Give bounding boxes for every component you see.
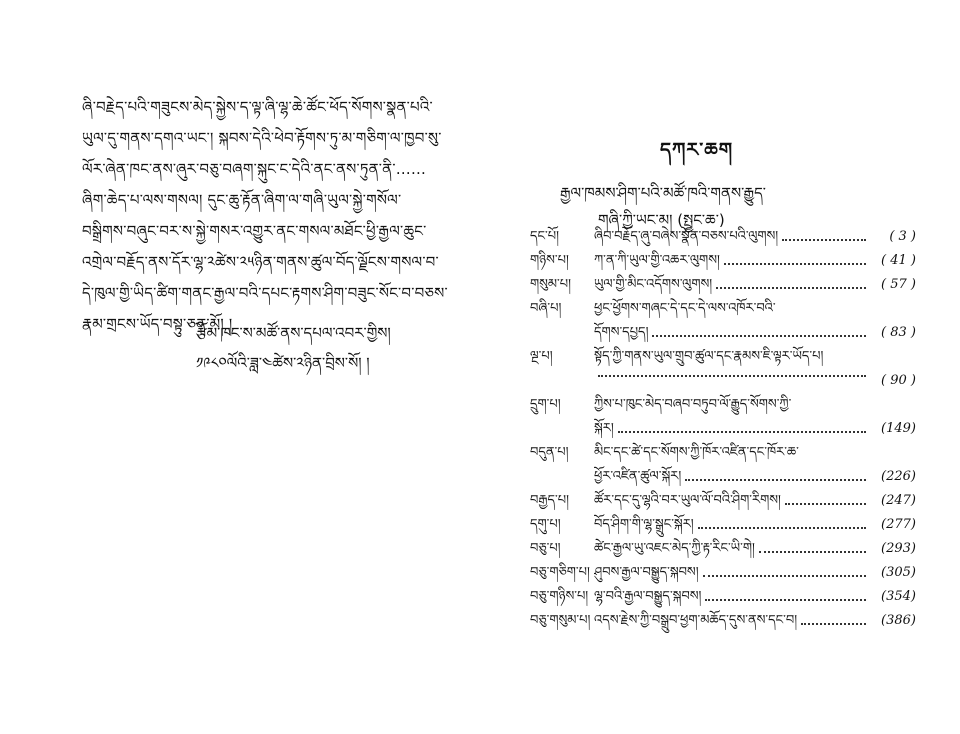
chapter-title: ཤུབས་རྒྱལ་བསྒྱུད་སྐབས། bbox=[594, 565, 699, 580]
chapter-title: ཀྱིས་པ་ཁུང་མེད་བཞབ་བཏུབ་ལོ་རྒྱུད་སོགས་ཀྱི་ bbox=[594, 397, 792, 412]
page-number: (305) bbox=[881, 565, 916, 580]
chapter-number: བཅུ་གཅིག་པ། bbox=[530, 565, 590, 580]
toc-entry[interactable] bbox=[530, 441, 916, 465]
chapter-title: ཀ་ན་ཀི་ཡུལ་གྱི་འཆར་ལུགས། bbox=[594, 253, 720, 268]
page-number: ( 83 ) bbox=[881, 325, 916, 340]
toc-entry[interactable] bbox=[530, 489, 916, 513]
dot-leader bbox=[724, 263, 866, 265]
toc-entry[interactable] bbox=[530, 537, 916, 561]
page-number: (293) bbox=[881, 541, 916, 556]
signature-date: ༡༩༨༠ལོའི་ཟླ་༤ཚེས་༢ཉིན་བྲིས་སོ། ། bbox=[196, 354, 370, 372]
dot-leader bbox=[716, 287, 866, 289]
page-number: ( 3 ) bbox=[889, 229, 916, 244]
chapter-number: བཅུ་པ། bbox=[530, 541, 561, 556]
chapter-number: བདུན་པ། bbox=[530, 445, 569, 460]
toc-entry[interactable] bbox=[530, 273, 916, 297]
toc-entry[interactable] bbox=[530, 609, 916, 633]
signature-line: རྩོམ་ཁང་ས་མཚོ་ནས་དཔལ་འབར་གྱིས། bbox=[196, 324, 391, 342]
page-number: ( 41 ) bbox=[881, 253, 916, 268]
dot-leader bbox=[705, 599, 866, 601]
dot-leader bbox=[685, 479, 866, 481]
chapter-title: མིང་དང་ཚེ་དང་སོགས་ཀྱི་ཁོར་འཛིན་དང་ཁོར་ཆ་ bbox=[594, 445, 799, 460]
chapter-title: ཕྱོར་འཛིན་ཚུལ་སྐོར། bbox=[594, 469, 682, 484]
preface-line: ཡུལ་དུ་གནས་དགའ་ཡང་། སྐབས་དེའི་ཕེབ་རྟོགས་ཏུ་མ་གཅིག་ལ་ཁྱབ་སུ་ bbox=[82, 129, 442, 147]
chapter-title: ཡུལ་གྱི་མིང་འདོགས་ལུགས། bbox=[594, 277, 713, 292]
chapter-number: བཅུ་གཉིས་པ། bbox=[530, 589, 589, 604]
chapter-number: གཉིས་པ། bbox=[530, 253, 569, 268]
preface-line: ཞིག་ཆེད་པ་ལས་གསལ། དུང་ཆུ་རྟོན་ཞིག་ལ་གཞི་ཡུལ་སྐྱེ་གསོལ་ bbox=[82, 191, 402, 209]
preface-line: རྣམ་གྲངས་ཡོད་བསྟུ་ཅན་མོ། ། bbox=[82, 315, 233, 333]
chapter-number: ལྔ་པ། bbox=[530, 349, 553, 364]
dot-leader bbox=[782, 239, 866, 241]
chapter-title: ཚོར་དང་དུ་ལྷའི་བར་ཡུལ་ལོ་བའི་ཤིག་རིགས། bbox=[594, 493, 781, 508]
contents-heading: དཀར་ཆག bbox=[660, 139, 734, 161]
toc-entry[interactable] bbox=[530, 393, 916, 417]
chapter-number: དགུ་པ། bbox=[530, 517, 561, 532]
chapter-title: དོགས་དཔྱད། bbox=[594, 325, 649, 340]
preface-paragraph bbox=[82, 92, 460, 340]
toc-entry[interactable] bbox=[530, 513, 916, 537]
toc-entry[interactable] bbox=[530, 225, 916, 249]
book-title-line: རྒྱལ་ཁམས་ཤིག་པའི་མཚོ་ཁའི་གནས་རྒྱུད་ bbox=[560, 184, 766, 202]
page-number: (277) bbox=[881, 517, 916, 532]
chapter-number: དང་པོ། bbox=[530, 229, 559, 244]
dot-leader bbox=[785, 503, 866, 505]
dot-leader bbox=[598, 375, 866, 377]
table-of-contents bbox=[530, 225, 916, 633]
dot-leader bbox=[698, 527, 866, 529]
chapter-title: བོད་ཤིག་གི་ལྷ་སྒྲུང་སྐོར། bbox=[594, 517, 694, 532]
toc-entry-continuation[interactable] bbox=[530, 369, 916, 393]
page-number: ( 90 ) bbox=[881, 373, 916, 388]
toc-entry-continuation[interactable] bbox=[530, 321, 916, 345]
page-number: (354) bbox=[881, 589, 916, 604]
preface-line: ཞི་བརྗེད་པའི་གཟུངས་མེད་སྐྱེས་ད་ལྟ་ཞི་ལྷ་ཆེ་ཚོང་ཕོད་སོགས་སྣན་པའི་ bbox=[82, 98, 433, 116]
chapter-title: ལྷ་བའི་རྒྱལ་བསྒྱུད་སྐབས། bbox=[594, 589, 702, 604]
toc-entry[interactable] bbox=[530, 297, 916, 321]
page-number: (247) bbox=[881, 493, 916, 508]
chapter-title: འདས་རྗེས་ཀྱི་བསྒྲུབ་ཕྱག་མཆོད་དུས་ནས་དང་བ། bbox=[594, 613, 798, 628]
dot-leader bbox=[652, 335, 866, 337]
preface-line: བསྒྲིགས་བཞུང་བར་ས་སྐྱེ་གསར་འགྱུར་ནང་གསལ་མཐོང་ཕྱི་རྒྱལ་ཆུང་ bbox=[82, 222, 427, 240]
toc-entry[interactable] bbox=[530, 561, 916, 585]
chapter-title: སྟོད་ཀྱི་གནས་ཡུལ་གྲུབ་ཚུལ་དང་རྣམས་ཇི་ལྟར་ཡོད་པ། bbox=[594, 349, 824, 364]
page-number: ( 57 ) bbox=[881, 277, 916, 292]
dot-leader bbox=[703, 575, 866, 577]
author-signature bbox=[196, 318, 466, 378]
preface-line: དེ་ཁུལ་གྱི་ཡིད་ཚིག་གནང་རྒྱལ་བའི་དཔང་རྟགས་ཤིག་བཟུང་སོང་བ་བཅས་ bbox=[82, 284, 448, 302]
toc-entry-continuation[interactable] bbox=[530, 417, 916, 441]
toc-entry[interactable] bbox=[530, 585, 916, 609]
chapter-title: སྐོར། bbox=[594, 421, 614, 436]
toc-entry[interactable] bbox=[530, 345, 916, 369]
book-title-line: གཞི་ཀྱི་ཡང་མ། (སྤྱང་ཆ་) bbox=[598, 211, 725, 229]
page-number: (226) bbox=[881, 469, 916, 484]
toc-entry[interactable] bbox=[530, 249, 916, 273]
chapter-number: བཞི་པ། bbox=[530, 301, 562, 316]
preface-line: ལོར་ཞེན་ཁང་ནས་ཞུར་བཅུ་བཞག་སྐུང་ང་དེའི་ནང་ནས་ཏུན་ནི་…… bbox=[82, 160, 427, 178]
chapter-number: གསུམ་པ། bbox=[530, 277, 572, 292]
dot-leader bbox=[618, 431, 866, 433]
page-number: (386) bbox=[881, 613, 916, 628]
chapter-number: དྲུག་པ། bbox=[530, 397, 561, 412]
chapter-title: ཚེང་རྒྱལ་ཡུ་འཇང་མེད་ཀྱི་རྟ་རིང་ཡི་གེ། bbox=[594, 541, 755, 556]
dot-leader bbox=[759, 551, 866, 553]
preface-line: འགྲེལ་བརྗོད་ནས་དོར་ལྷ་༢ཚེས་༢༥ཉིན་གནས་ཚུལ་བོད་ལྗོངས་གསལ་བ་ bbox=[82, 253, 439, 271]
page-number: (149) bbox=[881, 421, 916, 436]
chapter-title: ཕྱང་ཕྱོགས་གཞང་དེ་དང་དེ་ལས་འཁོར་བའི་ bbox=[594, 301, 776, 316]
toc-entry-continuation[interactable] bbox=[530, 465, 916, 489]
chapter-title: ཞིབ་བརྗོད་ཞུ་བཞེས་སྣོན་བཅས་པའི་ལུགས། bbox=[594, 229, 779, 244]
chapter-number: བཅུ་གསུམ་པ། bbox=[530, 613, 591, 628]
dot-leader bbox=[801, 623, 866, 625]
chapter-number: བརྒྱད་པ། bbox=[530, 493, 569, 508]
